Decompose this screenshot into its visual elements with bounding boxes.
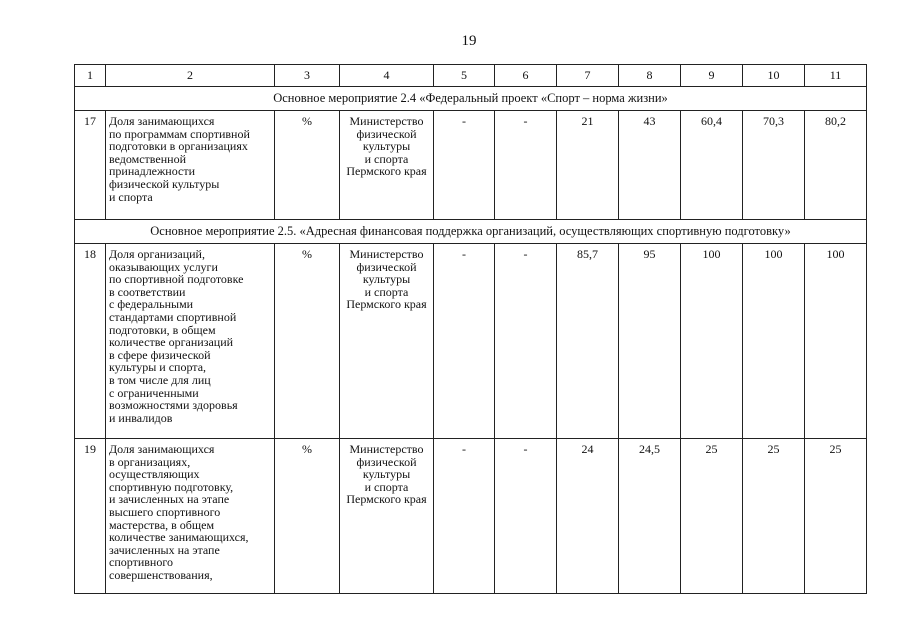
text-line: Доля занимающихся <box>109 114 215 128</box>
table-row <box>75 439 867 594</box>
text-line: подготовки в организациях <box>109 139 248 154</box>
value-cell: - <box>495 439 557 594</box>
text-line: и зачисленных на этапе <box>109 492 230 507</box>
indicators-table <box>74 64 867 594</box>
value-cell: 100 <box>743 244 805 439</box>
value-cell: 60,4 <box>681 111 743 220</box>
text-line: физической <box>356 126 417 141</box>
value-cell: 85,7 <box>557 244 619 439</box>
section-title: Основное мероприятие 2.5. «Адресная финансовая поддержка организаций, осуществляющих спортивную подготовку» <box>75 220 867 244</box>
text-line: зачисленных на этапе <box>109 542 220 557</box>
text-line: и спорта <box>364 151 409 166</box>
text-line: высшего спортивного <box>109 504 221 519</box>
value-cell: 25 <box>743 439 805 594</box>
text-line: в соответствии <box>109 284 186 299</box>
text-line: возможностями здоровья <box>109 398 238 413</box>
text-line: количестве организаций <box>109 335 234 350</box>
value-cell: - <box>495 111 557 220</box>
text-line: Министерство <box>349 114 424 128</box>
organization-cell <box>340 111 434 220</box>
header-cell: 11 <box>805 65 867 87</box>
text-line: в организациях, <box>109 454 191 469</box>
header-cell: 9 <box>681 65 743 87</box>
text-line: подготовки, в общем <box>109 322 216 337</box>
table-header-row <box>75 65 867 87</box>
value-cell: 25 <box>805 439 867 594</box>
row-number: 18 <box>75 244 106 439</box>
value-cell: - <box>495 244 557 439</box>
text-line: стандартами спортивной <box>109 309 237 324</box>
value-cell: 80,2 <box>805 111 867 220</box>
table-row <box>75 244 867 439</box>
value-cell: 100 <box>681 244 743 439</box>
indicator-name <box>106 111 275 220</box>
text-line: Доля занимающихся <box>109 442 215 456</box>
text-line: по программам спортивной <box>109 126 250 141</box>
text-line: с ограниченными <box>109 385 199 400</box>
text-line: мастерства, в общем <box>109 517 215 532</box>
header-cell: 6 <box>495 65 557 87</box>
header-cell: 3 <box>275 65 340 87</box>
text-line: совершенствования, <box>109 567 213 582</box>
indicator-name <box>106 439 275 594</box>
header-cell: 10 <box>743 65 805 87</box>
text-line: Доля организаций, <box>109 247 205 261</box>
row-number: 19 <box>75 439 106 594</box>
page-number: 19 <box>461 33 477 49</box>
text-line: оказывающих услуги <box>109 259 218 274</box>
text-line: осуществляющих <box>109 467 200 482</box>
text-line: и спорта <box>364 284 409 299</box>
unit-cell: % <box>275 439 340 594</box>
header-cell: 2 <box>106 65 275 87</box>
header-cell: 7 <box>557 65 619 87</box>
text-line: Министерство <box>349 442 424 456</box>
section-row <box>75 220 867 244</box>
value-cell: 43 <box>619 111 681 220</box>
text-line: с федеральными <box>109 297 194 312</box>
text-line: Пермского края <box>346 492 427 507</box>
text-line: спортивного <box>109 555 173 570</box>
text-line: культуры и спорта, <box>109 360 207 375</box>
text-line: культуры <box>362 272 411 287</box>
row-number: 17 <box>75 111 106 220</box>
text-line: принадлежности <box>109 164 196 179</box>
text-line: Пермского края <box>346 164 427 179</box>
header-cell: 4 <box>340 65 434 87</box>
text-line: по спортивной подготовке <box>109 272 244 287</box>
header-cell: 1 <box>75 65 106 87</box>
text-line: культуры <box>362 139 411 154</box>
unit-cell: % <box>275 244 340 439</box>
value-cell: - <box>434 244 495 439</box>
text-line: в том числе для лиц <box>109 372 211 387</box>
section-title: Основное мероприятие 2.4 «Федеральный проект «Спорт – норма жизни» <box>75 87 867 111</box>
text-line: в сфере физической <box>109 347 211 362</box>
value-cell: 24,5 <box>619 439 681 594</box>
value-cell: 24 <box>557 439 619 594</box>
value-cell: 95 <box>619 244 681 439</box>
text-line: и спорта <box>364 479 409 494</box>
organization-cell <box>340 439 434 594</box>
table-row <box>75 111 867 220</box>
text-line: физической <box>356 259 417 274</box>
value-cell: - <box>434 111 495 220</box>
section-row <box>75 87 867 111</box>
text-line: спортивную подготовку, <box>109 479 234 494</box>
text-line: культуры <box>362 467 411 482</box>
text-line: и инвалидов <box>109 410 173 425</box>
text-line: и спорта <box>109 189 153 204</box>
text-line: Пермского края <box>346 297 427 312</box>
value-cell: 25 <box>681 439 743 594</box>
value-cell: 70,3 <box>743 111 805 220</box>
unit-cell: % <box>275 111 340 220</box>
text-line: физической культуры <box>109 176 220 191</box>
text-line: физической <box>356 454 417 469</box>
header-cell: 5 <box>434 65 495 87</box>
indicator-name <box>106 244 275 439</box>
value-cell: 21 <box>557 111 619 220</box>
value-cell: - <box>434 439 495 594</box>
text-line: количестве занимающихся, <box>109 530 249 545</box>
text-line: Министерство <box>349 247 424 261</box>
organization-cell <box>340 244 434 439</box>
text-line: ведомственной <box>109 151 186 166</box>
value-cell: 100 <box>805 244 867 439</box>
header-cell: 8 <box>619 65 681 87</box>
